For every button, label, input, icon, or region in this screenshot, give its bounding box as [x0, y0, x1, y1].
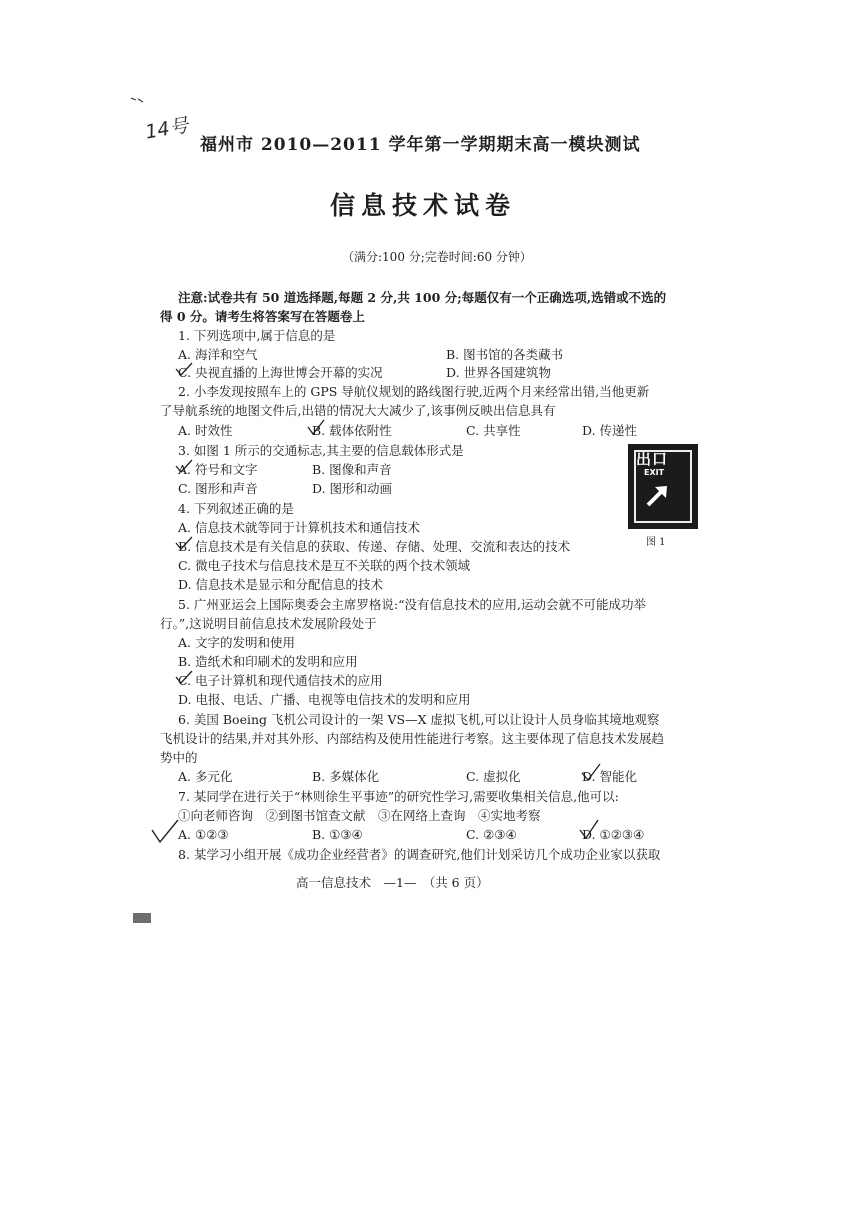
q4-option-b: B. 信息技术是有关信息的获取、传递、存储、处理、交流和表达的技术: [178, 539, 571, 554]
q2-stem-line-2: 了导航系统的地图文件后,出错的情况大大减少了,该事例反映出信息具有: [160, 403, 556, 418]
exit-sign-english-text: EXIT: [644, 468, 665, 477]
answer-check-icon: [150, 818, 180, 844]
q6-stem-line-3: 势中的: [160, 750, 198, 765]
q6-stem-line-2: 飞机设计的结果,并对其外形、内部结构及使用性能进行考察。这主要体现了信息技术发展趋: [160, 731, 664, 746]
q1-option-b: B. 图书馆的各类藏书: [446, 347, 564, 362]
answer-check-icon: [174, 458, 194, 474]
q3-option-b: B. 图像和声音: [312, 462, 392, 477]
answer-check-icon: [174, 361, 194, 377]
q3-stem: 3. 如图 1 所示的交通标志,其主要的信息载体形式是: [178, 443, 464, 458]
answer-check-icon: [306, 418, 326, 436]
q6-option-b: B. 多媒体化: [312, 769, 380, 784]
paper-title: 信息技术试卷: [330, 191, 517, 220]
q6-option-a: A. 多元化: [178, 769, 233, 784]
q4-stem: 4. 下列叙述正确的是: [178, 501, 294, 516]
q1-option-d: D. 世界各国建筑物: [446, 365, 552, 380]
q7-option-b: B. ①③④: [312, 827, 363, 842]
q5-option-a: A. 文字的发明和使用: [178, 635, 295, 650]
q6-option-c: C. 虚拟化: [466, 769, 521, 784]
figure-caption: 图 1: [646, 537, 666, 548]
q2-stem-line-1: 2. 小李发现按照车上的 GPS 导航仪规划的路线图行驶,近两个月来经常出错,当他更新: [178, 384, 650, 399]
handwritten-tick-mark: [130, 96, 144, 106]
q7-option-d: D. ①②③④: [582, 827, 645, 842]
q7-stem: 7. 某同学在进行关于“林则徐生平事迹”的研究性学习,需要收集相关信息,他可以:: [178, 789, 619, 804]
q5-option-d: D. 电报、电话、广播、电视等电信技术的发明和应用: [178, 692, 471, 707]
q7-option-c: C. ②③④: [466, 827, 517, 842]
q4-option-a: A. 信息技术就等同于计算机技术和通信技术: [178, 520, 420, 535]
q4-option-d: D. 信息技术是显示和分配信息的技术: [178, 577, 384, 592]
exam-title: 福州市 2010—2011 学年第一学期期末高一模块测试: [200, 135, 641, 155]
scan-artifact: [133, 913, 151, 923]
notice-line-1: 注意:试卷共有 50 道选择题,每题 2 分,共 100 分;每题仅有一个正确选项,选错或不选的: [178, 290, 667, 305]
exit-sign-chinese-text: 出口: [636, 450, 669, 468]
q2-option-c: C. 共享性: [466, 423, 521, 438]
q2-option-a: A. 时效性: [178, 423, 233, 438]
q3-option-d: D. 图形和动画: [312, 481, 393, 496]
q6-stem-line-1: 6. 美国 Boeing 飞机公司设计的一架 VS—X 虚拟飞机,可以让设计人员身临其境地观察: [178, 712, 660, 727]
q7-items: ①向老师咨询 ②到图书馆查文献 ③在网络上查询 ④实地考察: [178, 808, 541, 823]
score-info: （满分:100 分;完卷时间:60 分钟）: [342, 250, 532, 264]
q2-option-d: D. 传递性: [582, 423, 638, 438]
notice-line-2: 得 0 分。请考生将答案写在答题卷上: [160, 309, 365, 324]
q8-stem: 8. 某学习小组开展《成功企业经营者》的调查研究,他们计划采访几个成功企业家以获取: [178, 847, 661, 862]
answer-check-icon: [580, 762, 602, 782]
q1-option-a: A. 海洋和空气: [178, 347, 258, 362]
q3-option-a: A. 符号和文字: [178, 462, 258, 477]
q5-option-b: B. 造纸术和印刷术的发明和应用: [178, 654, 358, 669]
q6-option-d: D. 智能化: [582, 769, 638, 784]
answer-check-icon: [174, 669, 194, 685]
answer-check-icon: [578, 818, 600, 840]
page-footer: 高一信息技术 —1— （共 6 页）: [296, 875, 489, 890]
q2-option-b: B. 载体依附性: [312, 423, 392, 438]
q5-option-c: C. 电子计算机和现代通信技术的应用: [178, 673, 383, 688]
handwritten-number: 14号: [143, 114, 191, 144]
q1-stem: 1. 下列选项中,属于信息的是: [178, 328, 336, 343]
exit-sign-figure: [628, 444, 698, 529]
q5-stem-line-1: 5. 广州亚运会上国际奥委会主席罗格说:“没有信息技术的应用,运动会就不可能成功举: [178, 597, 646, 612]
q1-option-c: C. 央视直播的上海世博会开幕的实况: [178, 365, 383, 380]
q3-option-c: C. 图形和声音: [178, 481, 258, 496]
diagonal-arrow-icon: [644, 482, 672, 508]
q5-stem-line-2: 行。”,这说明目前信息技术发展阶段处于: [160, 616, 377, 631]
q7-option-a: A. ①②③: [178, 827, 229, 842]
q4-option-c: C. 微电子技术与信息技术是互不关联的两个技术领域: [178, 558, 471, 573]
answer-check-icon: [174, 535, 194, 551]
